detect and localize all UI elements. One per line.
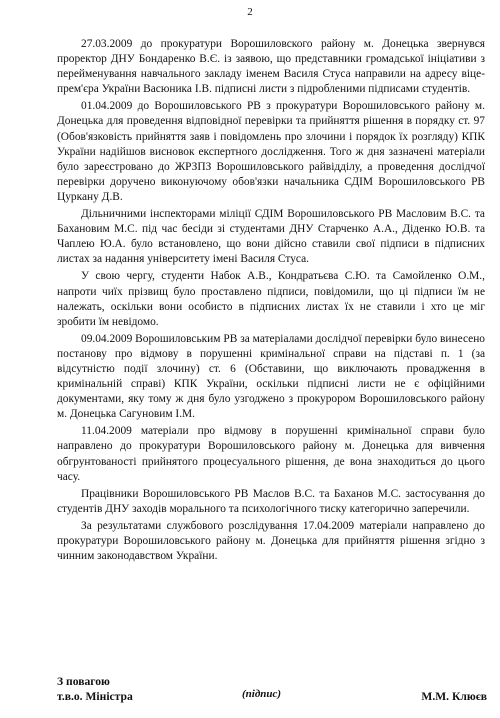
paragraph-5: 09.04.2009 Ворошиловським РВ за матеріалами дослідчої перевірки було винесено постанову про відмову в порушенні кримінальної справи на підставі п. 1 (за відсутністю події злочину) ст. 6 (Обставини, що виключають провадження в кримінальній справі) КПК України, оскільки підписні листи не є офіційними документами, яку тому ж дня було узгоджено з прокурором Ворошиловського району м. Донецька Сагуновим І.М. bbox=[57, 332, 485, 421]
document-body bbox=[57, 37, 485, 566]
paragraph-3: Дільничними інспекторами міліції СДІМ Ворошиловського РВ Масловим В.С. та Бахановим М.С. під час бесіди зі студентами ДНУ Старченко А.А., Діденко Ю.В. та Чаплею Ю.А. було встановлено, що вони дійсно ставили свої підписи в підписних листах за надання університету імені Василя Стуса. bbox=[57, 208, 485, 266]
signature-mark: (підпис) bbox=[242, 688, 282, 700]
closing-regards: З повагою bbox=[57, 675, 110, 688]
paragraph-6: 11.04.2009 матеріали про відмову в порушенні кримінальної справи було направлено до прокуратури Ворошиловського району м. Донецька для вивчення обгрунтованості прийнятого процесуального рішення, де вона знаходиться до цього часу. bbox=[57, 425, 485, 483]
paragraph-8: За результатами службового розслідування 17.04.2009 матеріали направлено до прокуратури Ворошиловського району м. Донецька для прийняття рішення згідно з чинним законодавством України. bbox=[57, 519, 485, 563]
paragraph-2: 01.04.2009 до Ворошиловського РВ з прокуратури Ворошиловського району м. Донецька для проведення відповідної перевірки та прийняття рішення в порядку ст. 97 (Обов'язковість прийняття заяв і повідомлень про злочини і порядок їх розгляду) КПК України надійшов висновок експертного дослідження. Того ж дня зазначені матеріали було зареєстровано до ЖРЗПЗ Ворошиловського райвідділу, а проведення дослідчої перевірки доручено виконуючому обов'язки начальника СДІМ Ворошиловського РВ Цуркану Д.В. bbox=[57, 100, 485, 203]
signer-title: т.в.о. Міністра bbox=[57, 690, 133, 703]
paragraph-4: У свою чергу, студенти Набок А.В., Кондратьєва С.Ю. та Самойленко О.М., напроти чиїх прізвищ було проставлено підписи, повідомили, що ці підписи їм не належать, оскільки вони особисто в підписних листах їх не ставили і хто це міг зробити їм невідомо. bbox=[57, 270, 485, 328]
signer-name: М.М. Клюєв bbox=[421, 690, 487, 703]
paragraph-1: 27.03.2009 до прокуратури Ворошиловского району м. Донецька звернувся проректор ДНУ Бондаренко В.Є. із заявою, що представники громадської ініціативи з перейменування навчального закладу іменем Василя Стуса направили на адресу віце-прем'єра України Васюника І.В. підписні листи з підробленими підписами студентів. bbox=[57, 38, 485, 96]
signature-row bbox=[57, 690, 487, 708]
paragraph-7: Працівники Ворошиловського РВ Маслов В.С. та Баханов М.С. застосування до студентів ДНУ заходів морального та психологічного тиску категорично заперечили. bbox=[57, 487, 485, 515]
page-number: 2 bbox=[247, 6, 253, 18]
